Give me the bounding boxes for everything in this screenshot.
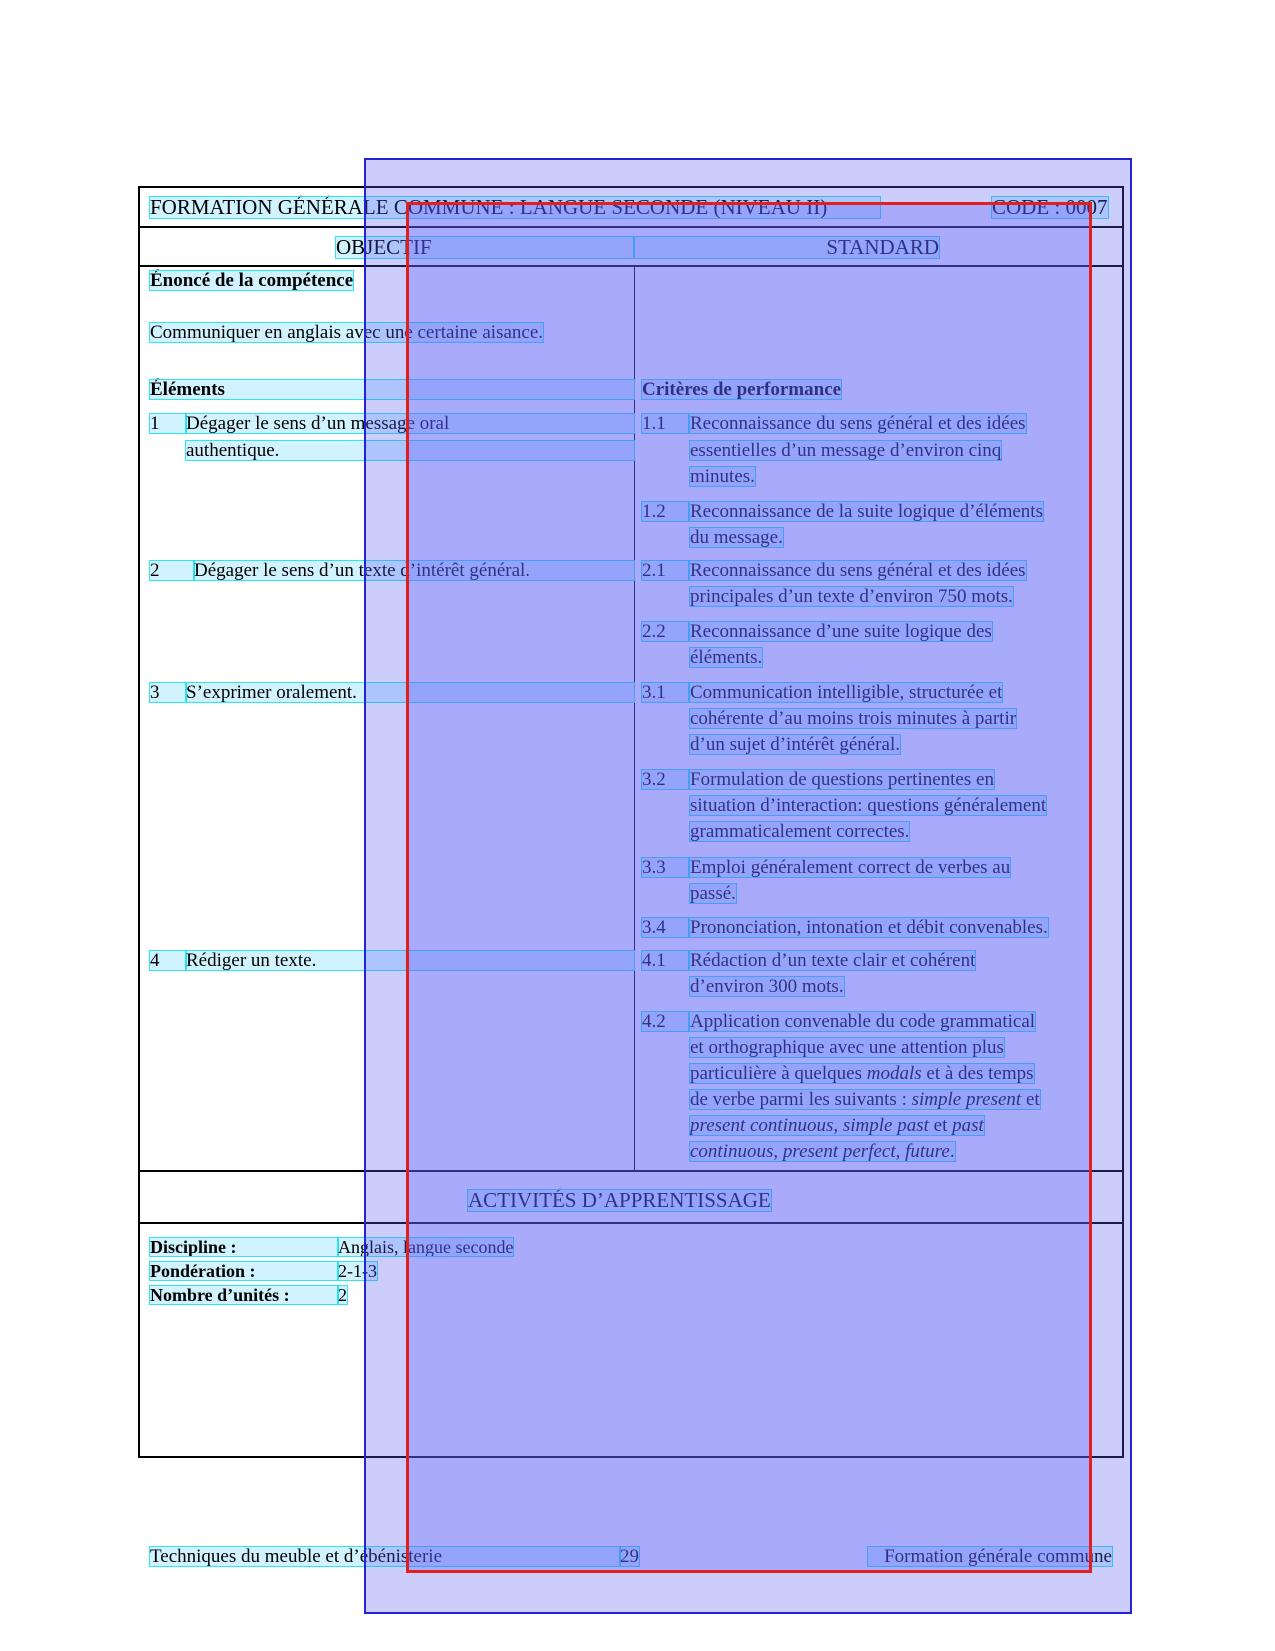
critere-line: et orthographique avec une attention plus bbox=[690, 1037, 1004, 1058]
critere-number: 2.2 bbox=[642, 622, 688, 641]
text-run: , bbox=[895, 1141, 906, 1162]
document-title: FORMATION GÉNÉRALE COMMUNE : LANGUE SECONDE (NIVEAU II) bbox=[150, 197, 880, 218]
critere-line: Application convenable du code grammatical bbox=[690, 1011, 1036, 1032]
critere-line: principales d’un texte d’environ 750 mots. bbox=[690, 586, 1013, 607]
critere-number: 3.1 bbox=[642, 683, 688, 702]
text-run: . bbox=[949, 1141, 955, 1162]
critere-number: 4.1 bbox=[642, 951, 688, 970]
text-run: et à des temps bbox=[921, 1063, 1034, 1084]
competence-text: Communiquer en anglais avec une certaine aisance. bbox=[150, 322, 544, 343]
standard-heading: STANDARD bbox=[634, 237, 939, 258]
critere-line: Reconnaissance d’une suite logique des bbox=[690, 621, 992, 642]
footer-right: Formation générale commune bbox=[868, 1547, 1112, 1566]
footer-page-number: 29 bbox=[620, 1546, 639, 1567]
critere-line: situation d’interaction: questions généralement bbox=[690, 795, 1047, 816]
unites-value: 2 bbox=[338, 1285, 347, 1305]
text-run: et bbox=[928, 1115, 953, 1136]
critere-line: cohérente d’au moins trois minutes à partir bbox=[690, 708, 1017, 729]
critere-number: 4.2 bbox=[642, 1012, 688, 1031]
critere-line: du message. bbox=[690, 527, 783, 548]
text-run-italic: past bbox=[952, 1115, 984, 1136]
element-text: S’exprimer oralement. bbox=[186, 683, 634, 702]
critere-line: Emploi généralement correct de verbes au bbox=[690, 857, 1011, 878]
critere-line: Reconnaissance de la suite logique d’éléments bbox=[690, 501, 1043, 522]
critere-number: 1.1 bbox=[642, 414, 688, 433]
critere-number: 2.1 bbox=[642, 561, 688, 580]
critere-number: 1.2 bbox=[642, 502, 688, 521]
element-number: 4 bbox=[150, 951, 186, 970]
critere-line: Formulation de questions pertinentes en bbox=[690, 769, 994, 790]
critere-line: Communication intelligible, structurée et bbox=[690, 682, 1003, 703]
element-number: 2 bbox=[150, 561, 194, 580]
element-text: Dégager le sens d’un texte d’intérêt général. bbox=[194, 561, 634, 580]
table-border-left bbox=[138, 186, 140, 1458]
text-run: et bbox=[1021, 1089, 1040, 1110]
discipline-label: Discipline : bbox=[150, 1238, 338, 1256]
critere-line: passé. bbox=[690, 883, 736, 904]
course-code: CODE : 0007 bbox=[992, 195, 1108, 219]
text-run-italic: future bbox=[905, 1141, 950, 1162]
ponderation-label: Pondération : bbox=[150, 1262, 338, 1280]
text-run-italic: modals bbox=[866, 1063, 922, 1084]
element-text: Dégager le sens d’un message oral bbox=[186, 414, 634, 433]
element-number: 3 bbox=[150, 683, 186, 702]
text-run: , bbox=[833, 1115, 843, 1136]
text-run-italic: present continuous bbox=[690, 1115, 834, 1136]
selection-region-inner bbox=[406, 202, 1092, 1573]
critere-line: Prononciation, intonation et débit convenables. bbox=[690, 917, 1048, 938]
text-run: , bbox=[773, 1141, 783, 1162]
criteres-heading: Critères de performance bbox=[642, 379, 842, 400]
element-text: Rédiger un texte. bbox=[186, 951, 634, 970]
text-run-italic: simple past bbox=[842, 1115, 929, 1136]
text-run-italic: present perfect bbox=[782, 1141, 896, 1162]
critere-number: 3.3 bbox=[642, 858, 688, 877]
discipline-value: Anglais, langue seconde bbox=[338, 1237, 514, 1257]
critere-line: éléments. bbox=[690, 647, 763, 668]
text-run-italic: continuous bbox=[690, 1141, 774, 1162]
element-number: 1 bbox=[150, 414, 186, 433]
element-text-continued: authentique. bbox=[186, 441, 634, 460]
critere-line: Reconnaissance du sens général et des idées bbox=[690, 413, 1026, 434]
competence-heading: Énoncé de la compétence bbox=[150, 270, 354, 291]
critere-line: essentielles d’un message d’environ cinq bbox=[690, 440, 1002, 461]
footer-left: Techniques du meuble et d’ébénisterie bbox=[150, 1547, 620, 1566]
activites-heading: ACTIVITÉS D’APPRENTISSAGE bbox=[468, 1188, 771, 1212]
objectif-heading: OBJECTIF bbox=[336, 237, 634, 258]
unites-label: Nombre d’unités : bbox=[150, 1286, 338, 1304]
critere-line: d’environ 300 mots. bbox=[690, 976, 844, 997]
text-run: particulière à quelques bbox=[690, 1063, 867, 1084]
critere-number: 3.2 bbox=[642, 770, 688, 789]
text-run-italic: simple present bbox=[911, 1089, 1022, 1110]
critere-line: Rédaction d’un texte clair et cohérent bbox=[690, 950, 976, 971]
critere-line: Reconnaissance du sens général et des idées bbox=[690, 560, 1026, 581]
elements-heading: Éléments bbox=[150, 380, 634, 399]
ponderation-value: 2-1-3 bbox=[338, 1261, 377, 1281]
critere-number: 3.4 bbox=[642, 918, 688, 937]
critere-line: d’un sujet d’intérêt général. bbox=[690, 734, 900, 755]
text-run: de verbe parmi les suivants : bbox=[690, 1089, 912, 1110]
critere-line: minutes. bbox=[690, 466, 755, 487]
critere-line: grammaticalement correctes. bbox=[690, 821, 910, 842]
